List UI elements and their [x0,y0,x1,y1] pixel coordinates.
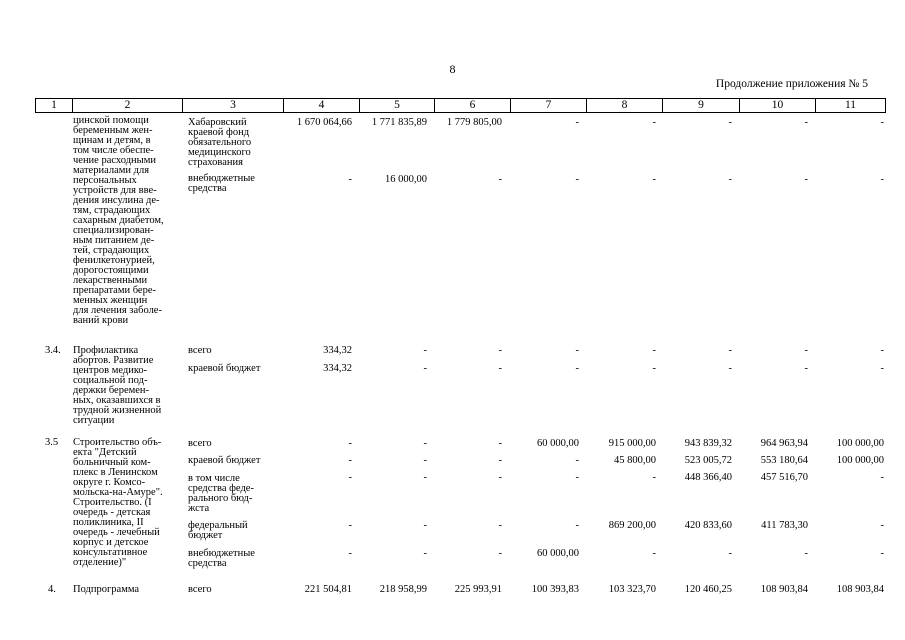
row-number: 4. [48,584,56,595]
header-col-9: 9 [663,99,740,113]
value-cell: - [498,345,502,356]
value-cell: - [575,472,579,483]
value-cell: - [423,438,427,449]
value-cell: - [423,472,427,483]
value-cell: 100 393,83 [531,584,579,595]
value-cell: 218 958,99 [379,584,427,595]
value-cell: 103 323,70 [608,584,656,595]
value-cell: - [498,363,502,374]
value-cell: 1 779 805,00 [446,117,502,128]
header-col-1: 1 [36,99,73,113]
value-cell: 45 800,00 [614,455,656,466]
value-cell: - [423,363,427,374]
source-label: в том числе средства феде- рального бюд- жста [188,473,254,514]
row-name: Подпрограмма [73,584,140,595]
value-cell: - [423,345,427,356]
value-cell: - [728,363,732,374]
value-cell: 120 460,25 [684,584,732,595]
row-name-continued: цинской помощи беременным жен- щинам и детям, в том числе обеспе- чение расходными материалами для персональных устройств для вве- дения инсулина де- тям, страдающих сахарным диабетом, специализирован- ным питанием де- тей, страдающих фенилкетонурией, дорогостоящими лекарственными препаратами бере- менных женщин для лечения заболе- ваний крови [73,115,164,326]
header-col-8: 8 [587,99,663,113]
row-name: Строительство объ- екта "Детский больничный ком- плекс в Ленинском округе г. Комсо- мольска-на-Амуре". Строительство. (I очередь - детская поликлиника, II очередь - лечебный корпус и детское консультативное отделение)" [73,437,163,568]
value-cell: 108 903,84 [836,584,884,595]
value-cell: - [652,548,656,559]
value-cell: - [728,548,732,559]
value-cell: - [652,174,656,185]
value-cell: 100 000,00 [836,438,884,449]
value-cell: - [728,117,732,128]
value-cell: - [728,345,732,356]
value-cell: - [348,548,352,559]
value-cell: 420 833,60 [684,520,732,531]
value-cell: - [575,174,579,185]
value-cell: 221 504,81 [304,584,352,595]
value-cell: 943 839,32 [684,438,732,449]
value-cell: - [498,472,502,483]
source-label: внебюджетные средства [188,548,255,569]
value-cell: 553 180,64 [760,455,808,466]
header-col-4: 4 [284,99,360,113]
value-cell: 100 000,00 [836,455,884,466]
value-cell: - [498,438,502,449]
value-cell: 1 771 835,89 [371,117,427,128]
source-label: всего [188,584,212,595]
value-cell: - [498,455,502,466]
value-cell: 334,32 [323,363,352,374]
page-number: 8 [449,62,456,76]
value-cell: - [575,520,579,531]
header-col-2: 2 [73,99,183,113]
source-label: краевой бюджет [188,455,261,466]
value-cell: - [348,174,352,185]
value-cell: - [575,117,579,128]
header-col-11: 11 [816,99,886,113]
value-cell: - [498,520,502,531]
value-cell: - [804,174,808,185]
value-cell: - [498,174,502,185]
value-cell: - [880,520,884,531]
value-cell: - [652,345,656,356]
value-cell: - [880,472,884,483]
source-label: всего [188,438,212,449]
value-cell: 915 000,00 [608,438,656,449]
value-cell: - [804,345,808,356]
value-cell: 411 783,30 [761,520,808,531]
source-label: федеральный бюджет [188,520,248,541]
value-cell: - [652,472,656,483]
value-cell: 60 000,00 [537,438,579,449]
value-cell: - [348,472,352,483]
source-label: краевой бюджет [188,363,261,374]
value-cell: - [880,363,884,374]
value-cell: - [423,548,427,559]
value-cell: 523 005,72 [684,455,732,466]
value-cell: - [423,520,427,531]
value-cell: 457 516,70 [760,472,808,483]
continuation-caption: Продолжение приложения № 5 [715,78,868,90]
header-col-5: 5 [360,99,435,113]
value-cell: 108 903,84 [760,584,808,595]
source-label: всего [188,345,212,356]
value-cell: - [348,520,352,531]
row-name: Профилактика абортов. Развитие центров медико- социальной под- держки беремен- ных, оказавшихся в трудной жизненной ситуации [73,345,162,426]
header-col-10: 10 [740,99,816,113]
value-cell: - [652,117,656,128]
header-col-3: 3 [183,99,284,113]
row-number: 3.5 [45,437,59,448]
value-cell: - [804,117,808,128]
value-cell: - [880,548,884,559]
value-cell: - [804,548,808,559]
value-cell: 869 200,00 [608,520,656,531]
value-cell: - [575,363,579,374]
source-label: внебюджетные средства [188,173,255,194]
value-cell: - [498,548,502,559]
value-cell: - [880,117,884,128]
value-cell: - [423,455,427,466]
value-cell: - [575,345,579,356]
value-cell: 16 000,00 [385,174,427,185]
value-cell: - [880,345,884,356]
value-cell: - [804,363,808,374]
value-cell: - [652,363,656,374]
value-cell: 60 000,00 [537,548,579,559]
value-cell: - [575,455,579,466]
header-col-6: 6 [435,99,511,113]
value-cell: - [348,455,352,466]
value-cell: 448 366,40 [684,472,732,483]
value-cell: - [728,174,732,185]
header-col-7: 7 [511,99,587,113]
source-label: Хабаровский краевой фонд обязательного медицинского страхования [188,117,252,168]
value-cell: 964 963,94 [760,438,808,449]
value-cell: 1 670 064,66 [296,117,352,128]
value-cell: 225 993,91 [454,584,502,595]
value-cell: 334,32 [323,345,352,356]
column-number-header [35,98,886,113]
row-number: 3.4. [45,345,61,356]
value-cell: - [348,438,352,449]
value-cell: - [880,174,884,185]
